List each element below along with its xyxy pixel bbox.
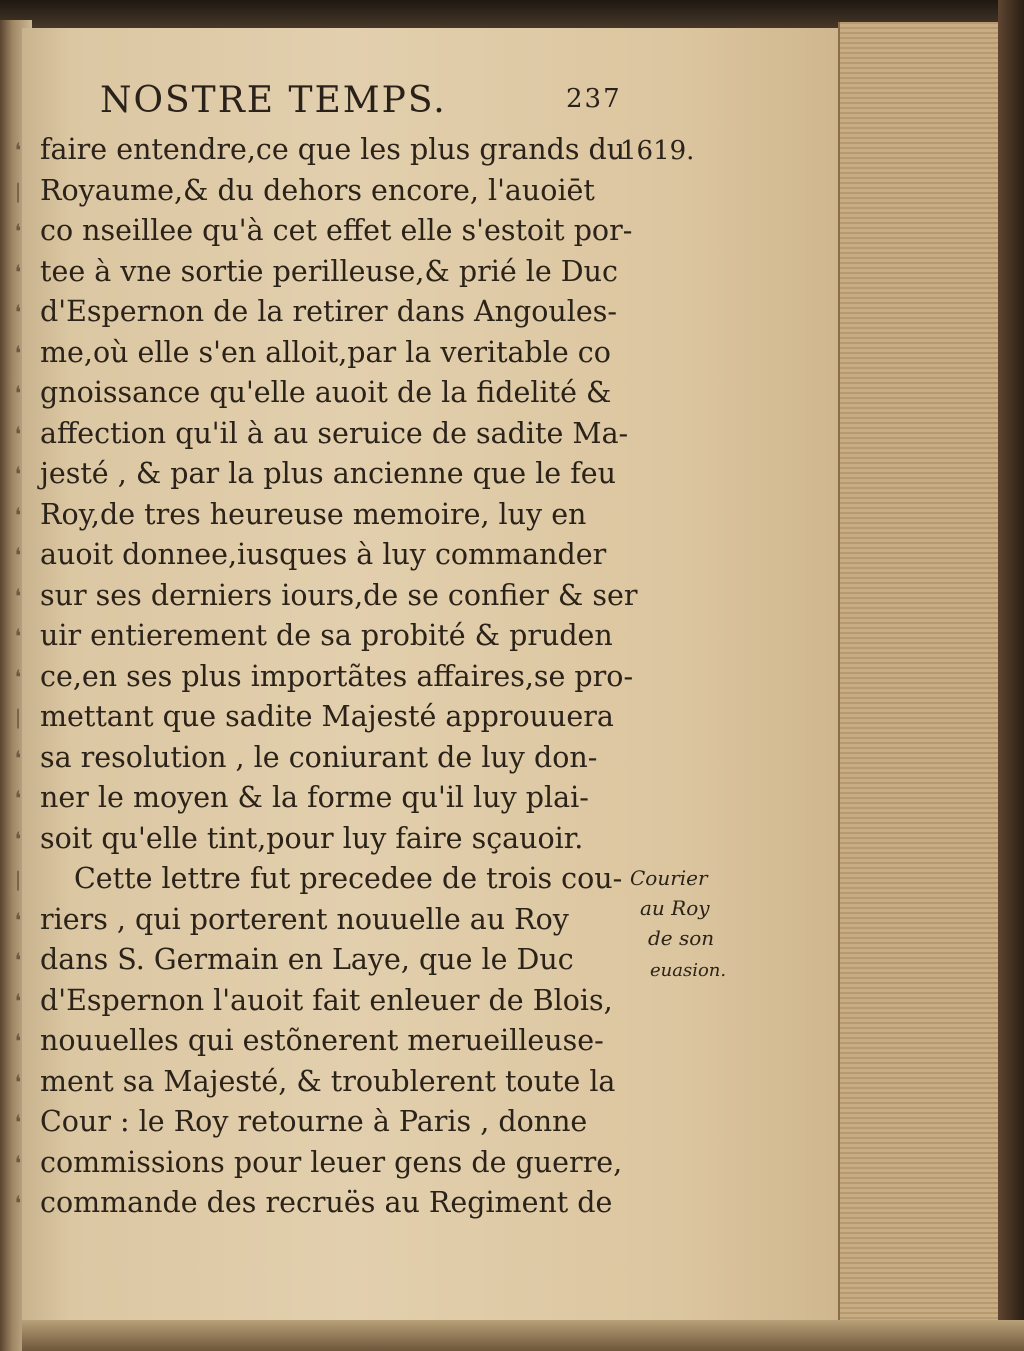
text-line: gnoissance qu'elle auoit de la fidelité &	[40, 376, 612, 409]
text-line: riers , qui porterent nouuelle au Roy	[40, 902, 569, 936]
text-line: ner le moyen & la forme qu'il luy plai-	[40, 781, 589, 814]
text-line: sur ses derniers iours,de se confier & ser	[40, 578, 638, 612]
bottom-page-edge	[22, 1320, 1024, 1351]
text-line: co nseillee qu'à cet effet elle s'estoit por-	[40, 214, 633, 247]
text-line: ce,en ses plus importãtes affaires,se pro-	[40, 659, 634, 693]
margin-year: 1619.	[620, 136, 695, 166]
text-line: sa resolution , le coniurant de luy don-	[40, 740, 598, 774]
text-line: commissions pour leuer gens de guerre,	[40, 1145, 623, 1179]
margin-note-line: de son	[648, 926, 715, 950]
text-line: tee à vne sortie perilleuse,& prié le Duc	[40, 254, 618, 288]
text-line: ment sa Majesté, & troublerent toute la	[40, 1064, 616, 1098]
text-line: Roy,de tres heureuse memoire, luy en	[40, 497, 587, 531]
book-shadow	[998, 0, 1024, 1351]
text-line: dans S. Germain en Laye, que le Duc	[40, 943, 574, 976]
text-line: uir entierement de sa probité & pruden	[40, 619, 613, 652]
body-text	[40, 130, 640, 1224]
text-line: nouuelles qui estõnerent merueilleuse-	[40, 1024, 604, 1057]
text-line: faire entendre,ce que les plus grands du	[40, 133, 626, 166]
margin-note-line: euasion.	[650, 960, 727, 981]
text-line: jesté , & par la plus ancienne que le feu	[40, 457, 616, 490]
text-line: d'Espernon de la retirer dans Angoules-	[40, 295, 617, 328]
gutter-quote-marks: ❛ | ❛ ❛ ❛ ❛ ❛ ❛ ❛ ❛ ❛ ❛ ❛ ❛ | ❛ ❛ ❛ | ❛ ❛ ❛ ❛ ❛ ❛ ❛ ❛	[14, 138, 22, 1215]
text-line: commande des recruës au Regiment de	[40, 1186, 613, 1219]
text-line: me,où elle s'en alloit,par la veritable co	[40, 335, 611, 369]
text-line: Royaume,& du dehors encore, l'auoiēt	[40, 173, 595, 207]
page-block-edge	[838, 22, 1020, 1322]
text-line: d'Espernon l'auoit fait enleuer de Blois,	[40, 983, 613, 1017]
margin-note-line: Courier	[630, 866, 708, 890]
text-line: soit qu'elle tint,pour luy faire sçauoir.	[40, 821, 584, 855]
text-line: Cour : le Roy retourne à Paris , donne	[40, 1105, 588, 1138]
text-line: auoit donnee,iusques à luy commander	[40, 538, 607, 571]
running-title: NOSTRE TEMPS.	[100, 80, 447, 121]
margin-note-line: au Roy	[640, 896, 710, 920]
page-number: 237	[566, 84, 622, 114]
text-line: mettant que sadite Majesté approuuera	[40, 700, 614, 733]
text-line: Cette lettre fut precedee de trois cou-	[74, 862, 623, 895]
running-head	[100, 80, 640, 130]
text-line: affection qu'il à au seruice de sadite Ma-	[40, 416, 629, 450]
